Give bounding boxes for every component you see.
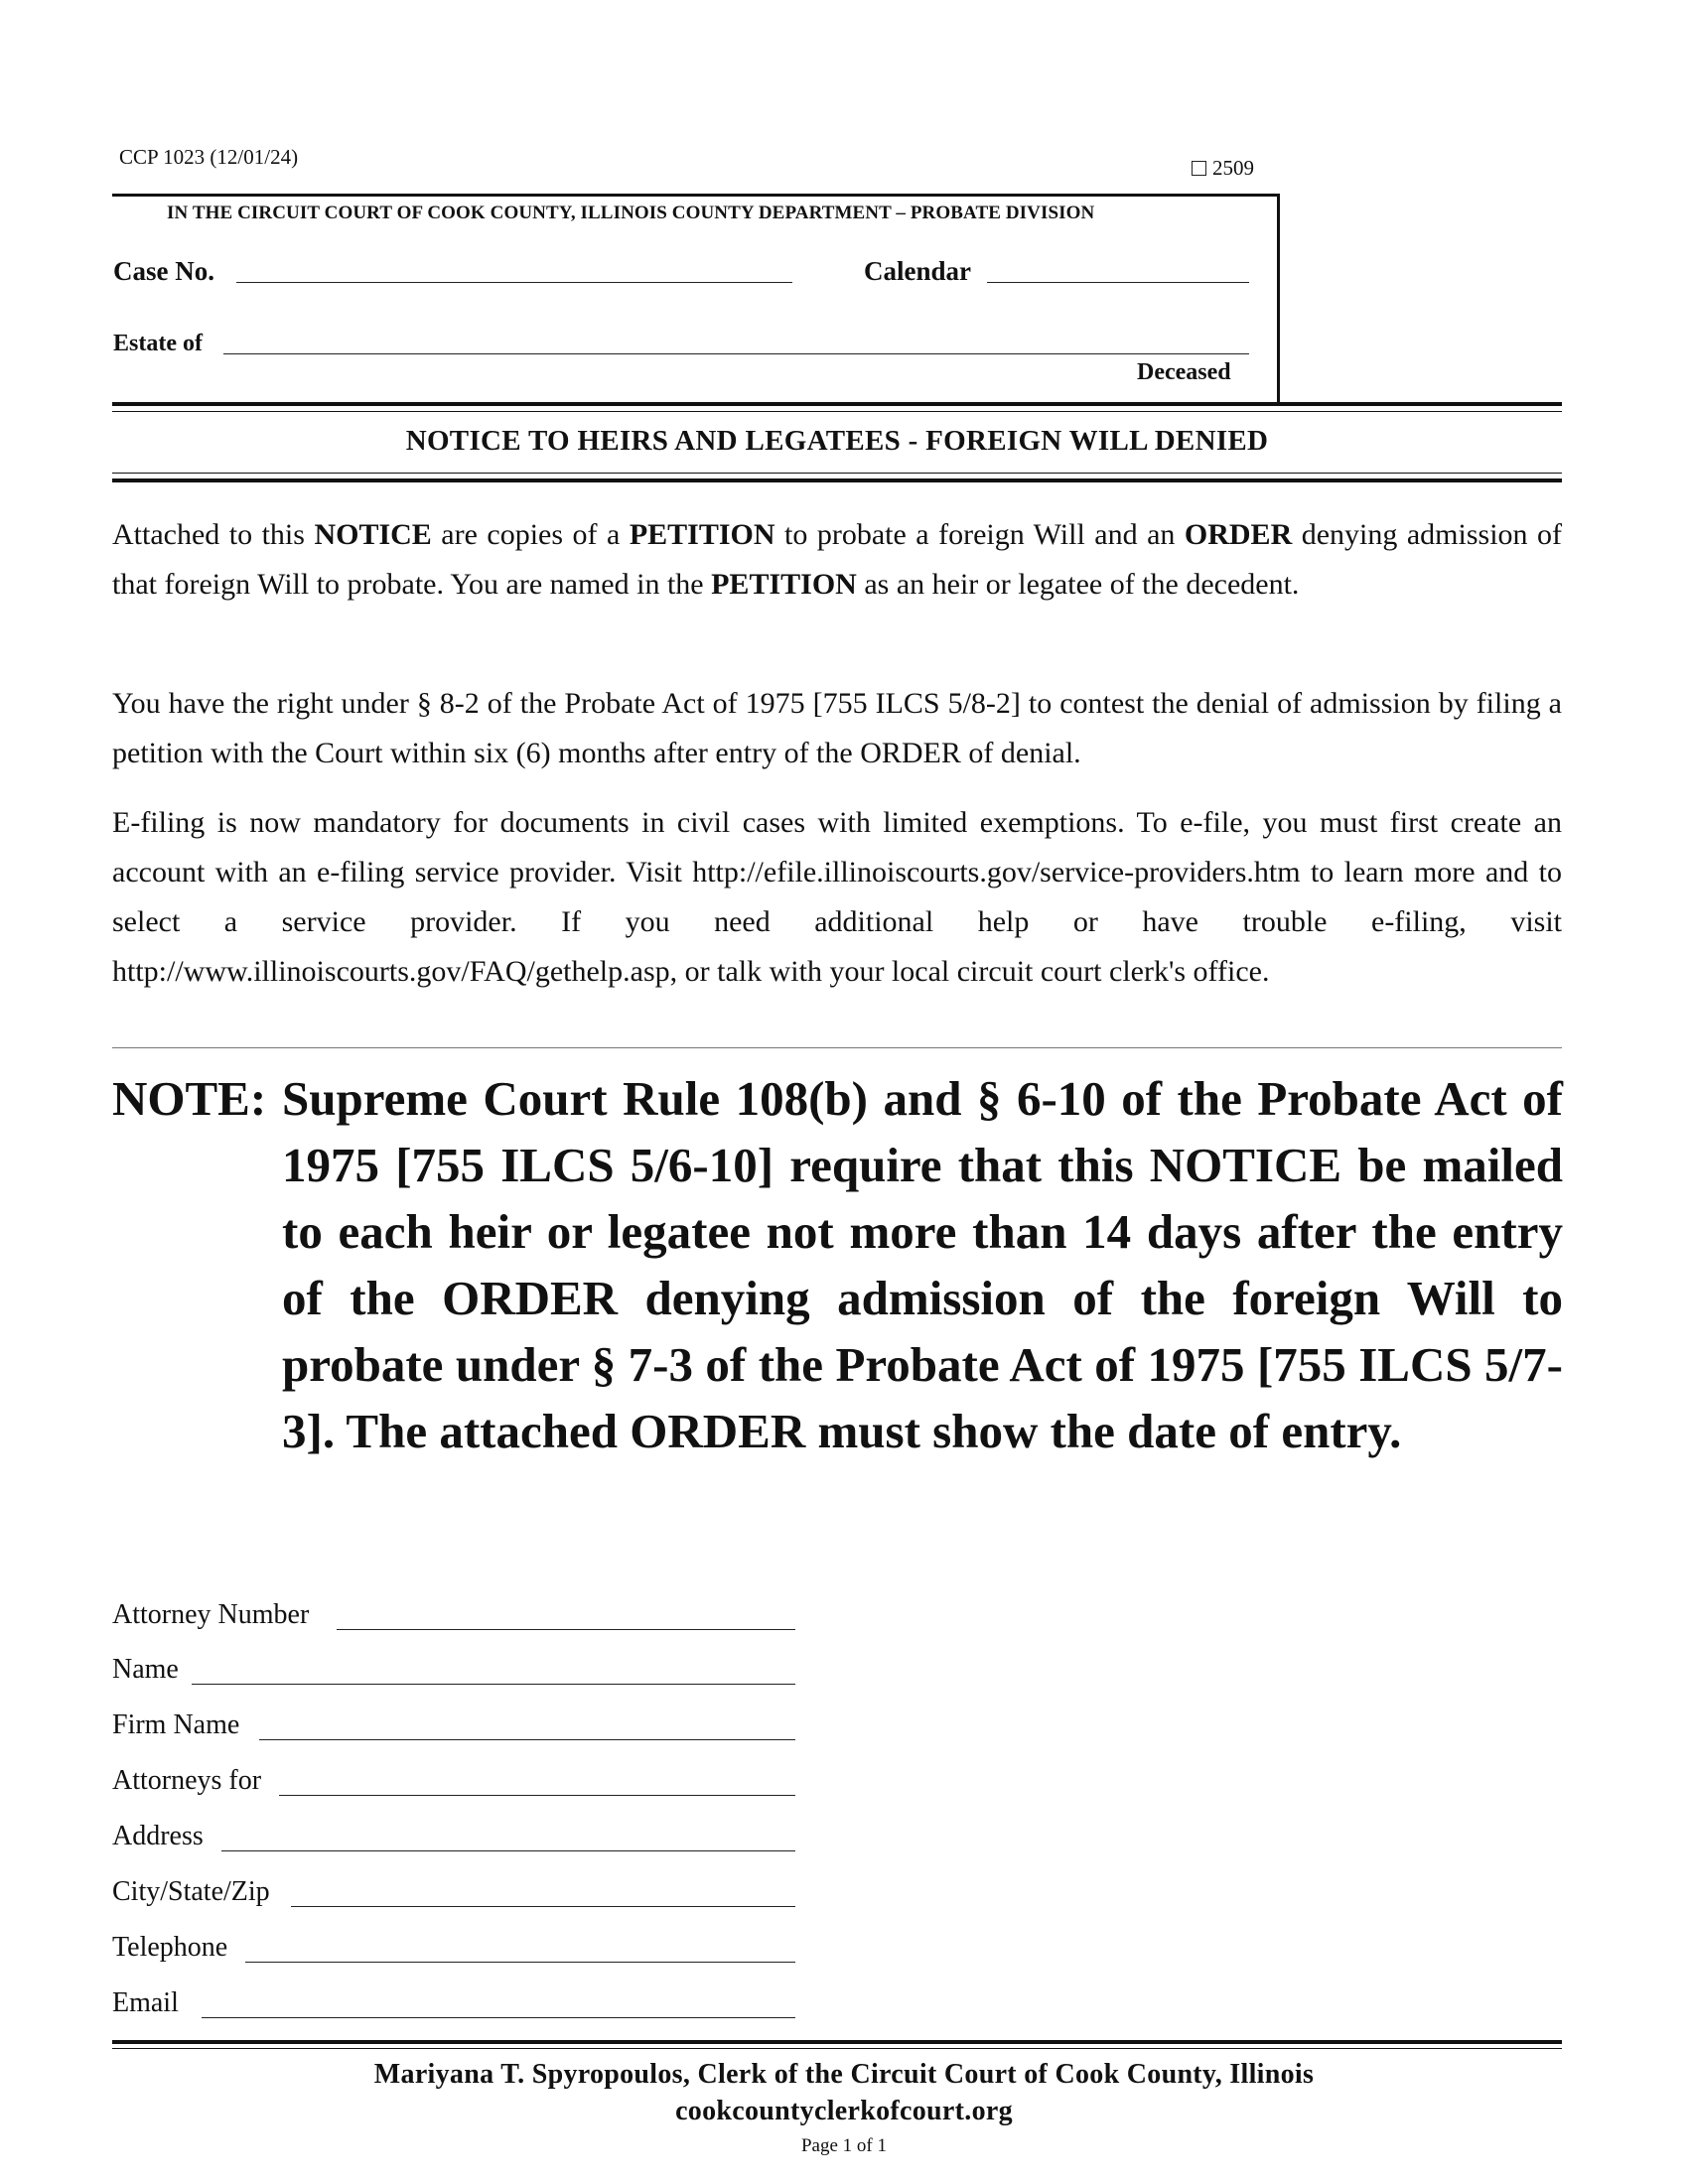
title-rule-top-thin bbox=[112, 411, 1562, 412]
footer-clerk: Mariyana T. Spyropoulos, Clerk of the Circuit Court of Cook County, Illinois bbox=[373, 2059, 1315, 2090]
calendar-field[interactable] bbox=[987, 282, 1249, 283]
case-no-label: Case No. bbox=[113, 256, 214, 286]
telephone-row bbox=[112, 1932, 797, 1972]
firm-name-field[interactable] bbox=[259, 1739, 795, 1740]
form-title: NOTICE TO HEIRS AND LEGATEES - FOREIGN WILL DENIED bbox=[405, 425, 1269, 457]
estate-of-field[interactable] bbox=[223, 353, 1249, 354]
separator-line bbox=[112, 1047, 1562, 1048]
title-rule-bottom-thick bbox=[112, 478, 1562, 482]
checkbox-icon bbox=[1192, 161, 1206, 176]
title-rule-bottom-thin bbox=[112, 473, 1562, 474]
name-field[interactable] bbox=[192, 1684, 795, 1685]
header-box bbox=[112, 194, 1280, 403]
paragraph-right-to-contest: You have the right under § 8-2 of the Probate Act of 1975 [755 ILCS 5/8-2] to contest the denial of admission by filing a petition with the Court within six (6) months after entry of the ORDER of denial. bbox=[112, 687, 1562, 769]
page-number: Page 1 of 1 bbox=[800, 2135, 887, 2156]
firm-name-row bbox=[112, 1709, 797, 1749]
attorneys-for-label: Attorneys for bbox=[112, 1765, 262, 1796]
calendar-label: Calendar bbox=[864, 256, 971, 286]
court-line: IN THE CIRCUIT COURT OF COOK COUNTY, ILLINOIS COUNTY DEPARTMENT – PROBATE DIVISION bbox=[167, 203, 1095, 223]
case-no-field[interactable] bbox=[236, 282, 792, 283]
note-text: Supreme Court Rule 108(b) and § 6-10 of the Probate Act of 1975 [755 ILCS 5/6-10] require that this NOTICE be mailed to each heir or legatee not more than 14 days after the entry of the ORDER denying admission of the foreign Will to probate under § 7-3 of the Probate Act of 1975 [755 ILCS 5/7-3]. The attached ORDER must show the date of entry. bbox=[282, 1071, 1563, 1458]
attorneys-for-field[interactable] bbox=[279, 1795, 795, 1796]
email-label: Email bbox=[112, 1987, 179, 2018]
deceased-label: Deceased bbox=[1137, 359, 1231, 385]
paragraph-attachment: Attached to this NOTICE are copies of a PETITION to probate a foreign Will and an ORDER denying admission of that foreign Will to probate. You are named in the PETITION as an heir or legatee of the decedent. bbox=[112, 518, 1563, 601]
estate-of-label: Estate of bbox=[113, 331, 203, 356]
footer-rule-thick bbox=[112, 2040, 1562, 2044]
name-label: Name bbox=[112, 1654, 179, 1685]
email-field[interactable] bbox=[202, 2017, 795, 2018]
footer-rule-thin bbox=[112, 2048, 1562, 2049]
address-row bbox=[112, 1821, 797, 1860]
title-rule-top-thick bbox=[112, 402, 1562, 406]
form-code: CCP 1023 (12/01/24) bbox=[119, 145, 299, 169]
attorney-number-label: Attorney Number bbox=[112, 1599, 310, 1630]
city-state-zip-field[interactable] bbox=[291, 1906, 795, 1907]
telephone-label: Telephone bbox=[112, 1932, 228, 1963]
form-box-code bbox=[1192, 156, 1254, 181]
city-state-zip-row bbox=[112, 1876, 797, 1916]
box-code-number: 2509 bbox=[1212, 156, 1254, 180]
attorneys-for-row bbox=[112, 1765, 797, 1805]
address-field[interactable] bbox=[221, 1850, 795, 1851]
note-label: NOTE: bbox=[112, 1071, 267, 1126]
email-row bbox=[112, 1987, 797, 2027]
paragraph-efiling: E-filing is now mandatory for documents in civil cases with limited exemptions. To e-file, you must first create an account with an e-filing service provider. Visit http://efile.illinoiscourts.gov/service-providers.htm to learn more and to select a service provider. If you need additional help or have trouble e-filing, visit http://www.illinoiscourts.gov/FAQ/gethelp.asp, or talk with your local circuit court clerk's office. bbox=[112, 806, 1562, 988]
attorney-name-row bbox=[112, 1654, 797, 1694]
firm-name-label: Firm Name bbox=[112, 1709, 240, 1740]
city-state-zip-label: City/State/Zip bbox=[112, 1876, 270, 1907]
attorney-number-field[interactable] bbox=[337, 1629, 795, 1630]
address-label: Address bbox=[112, 1821, 204, 1851]
footer-website: cookcountyclerkofcourt.org bbox=[675, 2096, 1013, 2126]
attorney-number-row bbox=[112, 1599, 797, 1639]
telephone-field[interactable] bbox=[245, 1962, 795, 1963]
